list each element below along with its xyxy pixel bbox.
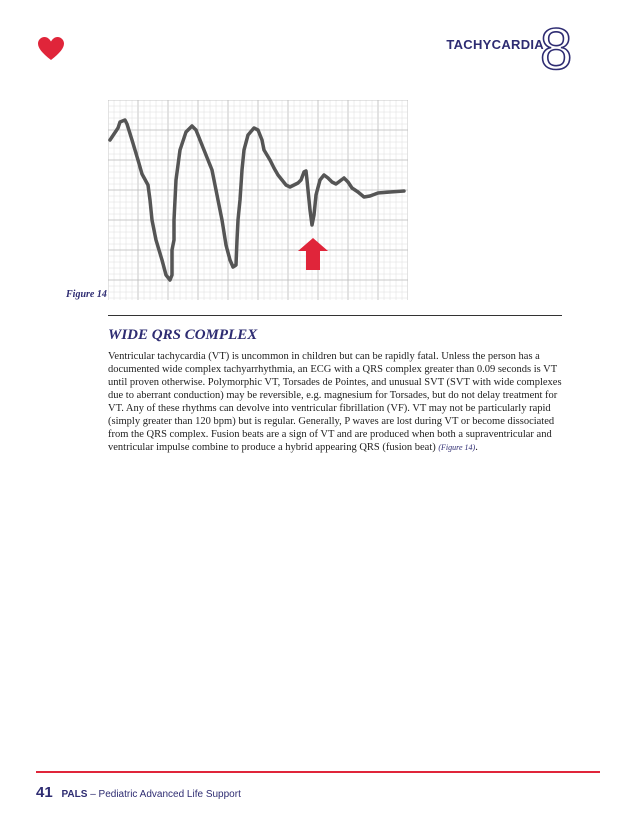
section-title: WIDE QRS COMPLEX xyxy=(108,327,258,343)
arrow-up-icon xyxy=(298,238,328,270)
body-text: Ventricular tachycardia (VT) is uncommon in children but can be rapidly fatal. Unless the person has a documented wide complex tachyarrhythmia, an ECG with a QRS complex greater than 0.09 seconds is VT until proven otherwise. Polymorphic VT, Torsades de Pointes, and unusual SVT (SVT with wide complexes due to aberrant conduction) may be reversible, e.g. magnesium for Torsades, but do not delay treatment for VT. Any of these rhythms can devolve into ventricular fibrillation (VF). VT may not be particularly rapid (simply greater than 120 bpm) but is regular. Generally, P waves are lost during VT or become dissociated from the QRS complex. Fusion beats are a sign of VT and are produced when both a supraventricular and ventricular impulse combine to produce a hybrid appearing QRS (fusion beat) xyxy=(108,351,562,453)
figure-label: Figure 14 xyxy=(66,289,107,300)
ecg-strip xyxy=(108,100,408,300)
page-number: 41 xyxy=(36,784,53,801)
page-footer xyxy=(36,784,241,801)
end-punctuation: . xyxy=(475,442,478,453)
heart-icon xyxy=(38,37,64,61)
chapter-title: TACHYCARDIA xyxy=(446,37,544,52)
figure-reference-link[interactable]: (Figure 14) xyxy=(438,443,476,452)
footer-subtitle: – Pediatric Advanced Life Support xyxy=(90,789,241,800)
body-paragraph xyxy=(108,350,564,454)
footer-brand: PALS xyxy=(61,789,88,800)
chapter-number: 8 xyxy=(540,17,573,82)
divider xyxy=(108,315,562,316)
footer-divider xyxy=(36,771,600,773)
